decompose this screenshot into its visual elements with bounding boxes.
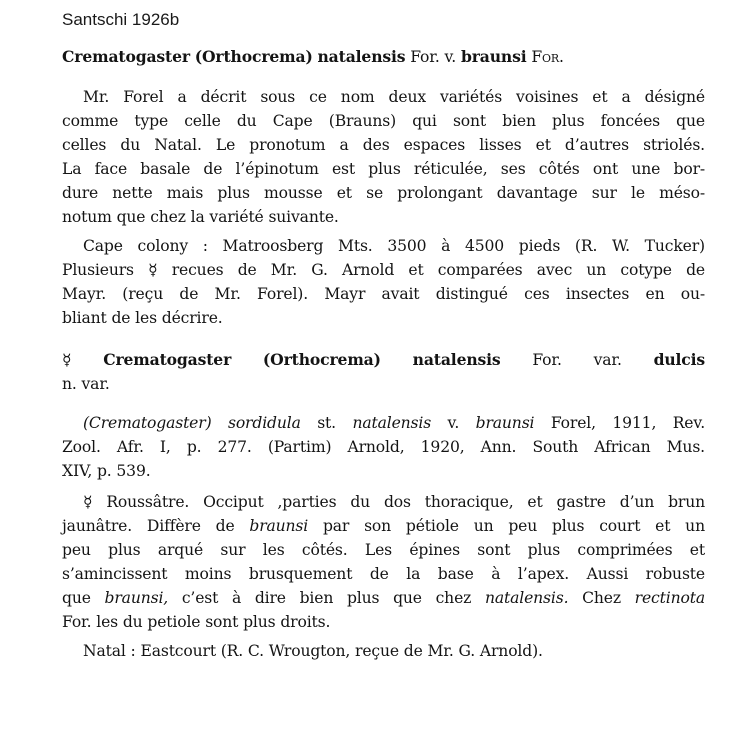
description-line: For. les du petiole sont plus droits. <box>62 613 331 631</box>
paragraph-line: La face basale de l’épinotum est plus réticulée, ses côtés ont une bor- <box>62 160 705 178</box>
species-name: sordidula <box>227 414 301 432</box>
taxon-heading-dulcis <box>62 349 705 371</box>
rank-abbrev: var. <box>593 351 622 369</box>
description-text: Chez <box>582 589 621 607</box>
paragraph-line: notum que chez la variété suivante. <box>62 208 339 226</box>
rank-abbrev: v. <box>447 414 460 432</box>
taxon-name: braunsi, <box>104 589 169 607</box>
citation-line: XIV, p. 539. <box>62 462 151 480</box>
citation-line: Zool. Afr. I, p. 277. (Partim) Arnold, 1920, Ann. South African Mus. <box>62 438 705 456</box>
taxon-heading-braunsi <box>62 46 564 68</box>
variety-name: braunsi <box>475 414 535 432</box>
locality-line: Natal : Eastcourt (R. C. Wrougton, reçue de Mr. G. Arnold). <box>83 642 543 660</box>
author-abbrev: For. <box>532 351 562 369</box>
taxon-name: braunsi <box>249 517 309 535</box>
description-line: s’amincissent moins brusquement de la base à l’apex. Aussi robuste <box>62 565 705 583</box>
author-abbrev: For. <box>531 48 564 66</box>
taxon-name: rectinota <box>634 589 705 607</box>
taxon-name: natalensis. <box>484 589 569 607</box>
paragraph-line: Mayr. (reçu de Mr. Forel). Mayr avait distingué ces insectes en ou- <box>62 285 705 303</box>
variety-name: braunsi <box>460 47 527 66</box>
author-abbrev: For. <box>410 48 440 66</box>
genus-name: Crematogaster <box>62 47 190 66</box>
paragraph-line: comme type celle du Cape (Brauns) qui sont bien plus foncées que <box>62 112 705 130</box>
description-line <box>62 515 705 537</box>
subgenus-name: (Orthocrema) <box>194 47 313 66</box>
paragraph-line: celles du Natal. Le pronotum a des espaces lisses et d’autres striolés. <box>62 136 705 154</box>
paragraph-line: bliant de les décrire. <box>62 309 223 327</box>
new-variety-status: n. var. <box>62 375 110 393</box>
description-line: ☿ Roussâtre. Occiput ,parties du dos thoracique, et gastre d’un brun <box>83 493 705 511</box>
description-text: par son pétiole un peu plus court et un <box>322 517 705 535</box>
paragraph-line: Plusieurs ☿ recues de Mr. G. Arnold et comparées avec un cotype de <box>62 261 705 279</box>
description-text: que <box>62 589 91 607</box>
paragraph-line: dure nette mais plus mousse et se prolongant davantage sur le méso- <box>62 184 705 202</box>
description-line: peu plus arqué sur les côtés. Les épines sont plus comprimées et <box>62 541 705 559</box>
rank-abbrev: v. <box>444 48 457 66</box>
species-name: natalensis <box>412 350 501 369</box>
subspecies-name: natalensis <box>352 414 432 432</box>
paragraph-line: Cape colony : Matroosberg Mts. 3500 à 4500 pieds (R. W. Tucker) <box>83 237 705 255</box>
citation-line <box>83 412 705 434</box>
species-name: natalensis <box>317 47 406 66</box>
rank-abbrev: st. <box>317 414 336 432</box>
description-text: c’est à dire bien plus que chez <box>181 589 472 607</box>
genus-name: Crematogaster <box>103 350 232 369</box>
description-text: jaunâtre. Diffère de <box>62 517 235 535</box>
worker-symbol: ☿ <box>62 351 72 369</box>
variety-name: dulcis <box>653 350 706 369</box>
paragraph-line: Mr. Forel a décrit sous ce nom deux variétés voisines et a désigné <box>83 88 705 106</box>
citation-reference: Forel, 1911, Rev. <box>550 414 705 432</box>
source-citation-label: Santschi 1926b <box>62 10 180 29</box>
subgenus-name: (Orthocrema) <box>262 350 381 369</box>
description-line <box>62 587 705 609</box>
genus-name: (Crematogaster) <box>83 414 212 432</box>
